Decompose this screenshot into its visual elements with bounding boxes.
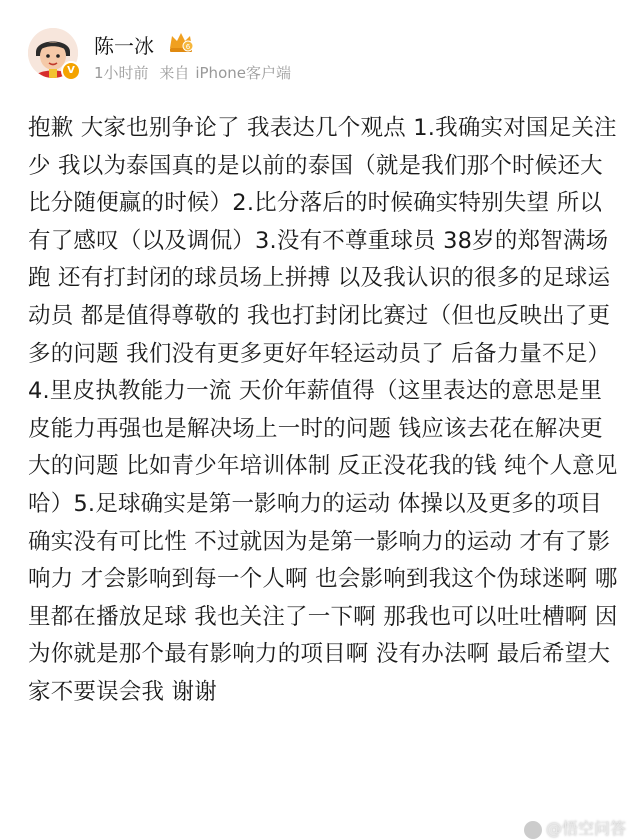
watermark-logo-icon [524,821,542,839]
watermark-text: @悟空问答 [545,819,626,838]
watermark [524,816,626,839]
vip-crown-icon[interactable] [168,30,194,54]
source-prefix: 来自 [159,64,190,82]
post-time: 1小时前 [94,64,149,82]
post-meta [94,62,297,83]
post-source[interactable]: iPhone客户端 [195,64,291,82]
post-header [0,0,640,100]
verified-v-icon: V [61,61,81,81]
post-text: 抱歉 大家也别争论了 我表达几个观点 1.我确实对国足关注少 我以为泰国真的是以前的泰国（就是我们那个时候还大比分随便赢的时候）2.比分落后的时候确实特别失望 所以有了感叹（以及调侃）3.没有不尊重球员 38岁的郑智满场跑 还有打封闭的球员场上拼搏 以及我认识的很多的足球运动员 都是值得尊敬的 我也打封闭比赛过（但也反映出了更多的问题 我们没有更多更好年轻运动员了 后备力量不足）4.里皮执教能力一流 天价年薪值得（这里表达的意思是里皮能力再强也是解决场上一时的问题 钱应该去花在解决更大的问题 比如青少年培训体制 反正没花我的钱 纯个人意见哈）5.足球确实是第一影响力的运动 体操以及更多的项目确实没有可比性 不过就因为是第一影响力的运动 才有了影响力 才会影响到每一个人啊 也会影响到我这个伪球迷啊 哪里都在播放足球 我也关注了一下啊 那我也可以吐吐槽啊 因为你就是那个最有影响力的项目啊 没有办法啊 最后希望大家不要误会我 谢谢 [28,115,618,705]
author-name[interactable]: 陈一冰 [94,34,154,58]
svg-text:6: 6 [185,43,191,51]
